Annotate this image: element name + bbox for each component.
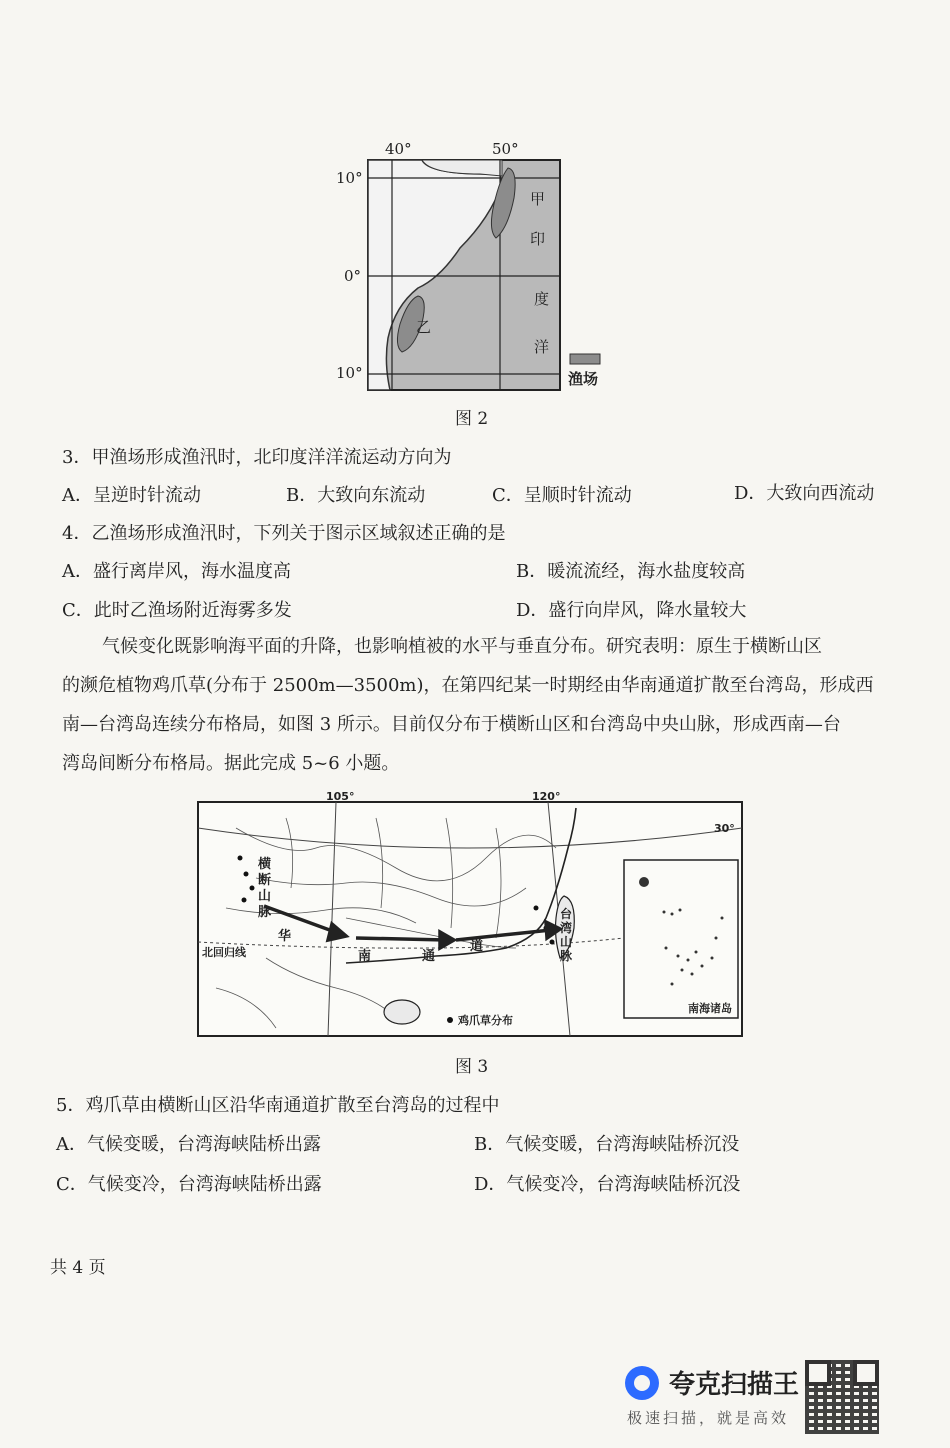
scanner-logo-icon [625,1366,659,1400]
hengduan-label-char: 山 [258,889,272,904]
tropic-label: 北回归线 [202,946,246,959]
taiwan-label-char: 脉 [560,949,573,963]
q5-option-d: D．气候变冷，台湾海峡陆桥沉没 [474,1174,741,1195]
lat-label-10s: 10° [336,364,363,382]
legend-label: 鸡爪草分布 [458,1014,513,1027]
taiwan-label-char: 台 [560,907,573,921]
q4-option-c: C．此时乙渔场附近海雾多发 [62,600,292,621]
scanner-watermark [625,1360,885,1440]
question-4-stem: 4．乙渔场形成渔汛时，下列关于图示区域叙述正确的是 [62,523,506,544]
hengduan-label-char: 脉 [258,905,272,920]
question-5-stem: 5．鸡爪草由横断山区沿华南通道扩散至台湾岛的过程中 [56,1095,500,1116]
passage-line: 的濒危植物鸡爪草(分布于 2500m—3500m)，在第四纪某一时期经由华南通道扩散至台湾岛，形成西 [62,675,874,696]
q3-option-c: C．呈顺时针流动 [492,485,632,506]
hainan-island [384,1000,420,1024]
scanner-tagline: 极速扫描，就是高效 [627,1409,790,1427]
figure-3-map [196,788,752,1040]
sea-label-char: 洋 [534,338,550,356]
passage-line: 湾岛间断分布格局。据此完成 5~6 小题。 [62,753,400,774]
sea-label-char: 度 [534,290,550,308]
legend-label: 渔场 [568,370,599,388]
q4-option-b: B．暖流流经，海水盐度较高 [516,561,746,582]
legend-swatch [570,354,600,364]
hengduan-label-char: 断 [258,873,272,888]
huanan-label-char: 华 [278,929,292,944]
q4-option-a: A．盛行离岸风，海水温度高 [62,561,291,582]
lon-label-120: 120° [532,790,561,803]
question-3-stem: 3．甲渔场形成渔汛时，北印度洋洋流运动方向为 [62,447,452,468]
sea-label-char: 印 [530,230,546,248]
q5-option-a: A．气候变暖，台湾海峡陆桥出露 [56,1134,321,1155]
q5-option-b: B．气候变暖，台湾海峡陆桥沉没 [474,1134,740,1155]
lon-label-105: 105° [326,790,355,803]
sea-label-char: 甲 [530,190,546,208]
passage-line: 气候变化既影响海平面的升降，也影响植被的水平与垂直分布。研究表明：原生于横断山区 [102,636,822,657]
page-count: 共 4 页 [50,1258,106,1278]
figure-3-caption: 图 3 [455,1057,489,1077]
scanner-name: 夸克扫描王 [669,1370,800,1400]
figure-2-map [330,138,610,396]
lat-label-10n: 10° [336,169,363,187]
huanan-label-char: 道 [470,939,484,954]
passage [62,627,892,783]
huanan-label-char: 南 [358,949,372,964]
lon-label-50: 50° [492,140,519,158]
taiwan-label-char: 山 [560,935,573,949]
taiwan-label-char: 湾 [560,921,573,935]
passage-line: 南—台湾岛连续分布格局，如图 3 所示。目前仅分布于横断山区和台湾岛中央山脉，形成西南—台 [62,714,841,735]
legend-dot [447,1017,453,1023]
q4-option-d: D．盛行向岸风，降水量较大 [516,600,747,621]
hengduan-label-char: 横 [258,857,272,872]
huanan-label-char: 通 [422,949,436,964]
qr-code-icon [805,1360,879,1434]
q3-option-d: D．大致向西流动 [734,483,875,504]
inset-label: 南海诸岛 [688,1002,732,1015]
q3-option-b: B．大致向东流动 [286,485,426,506]
lat-label-30: 30° [714,822,735,835]
lon-label-40: 40° [385,140,412,158]
q5-option-c: C．气候变冷，台湾海峡陆桥出露 [56,1174,322,1195]
fishery-yi-label: 乙 [416,318,432,336]
figure-2-caption: 图 2 [455,409,489,429]
q3-option-a: A．呈逆时针流动 [62,485,201,506]
lat-label-0: 0° [344,267,362,285]
